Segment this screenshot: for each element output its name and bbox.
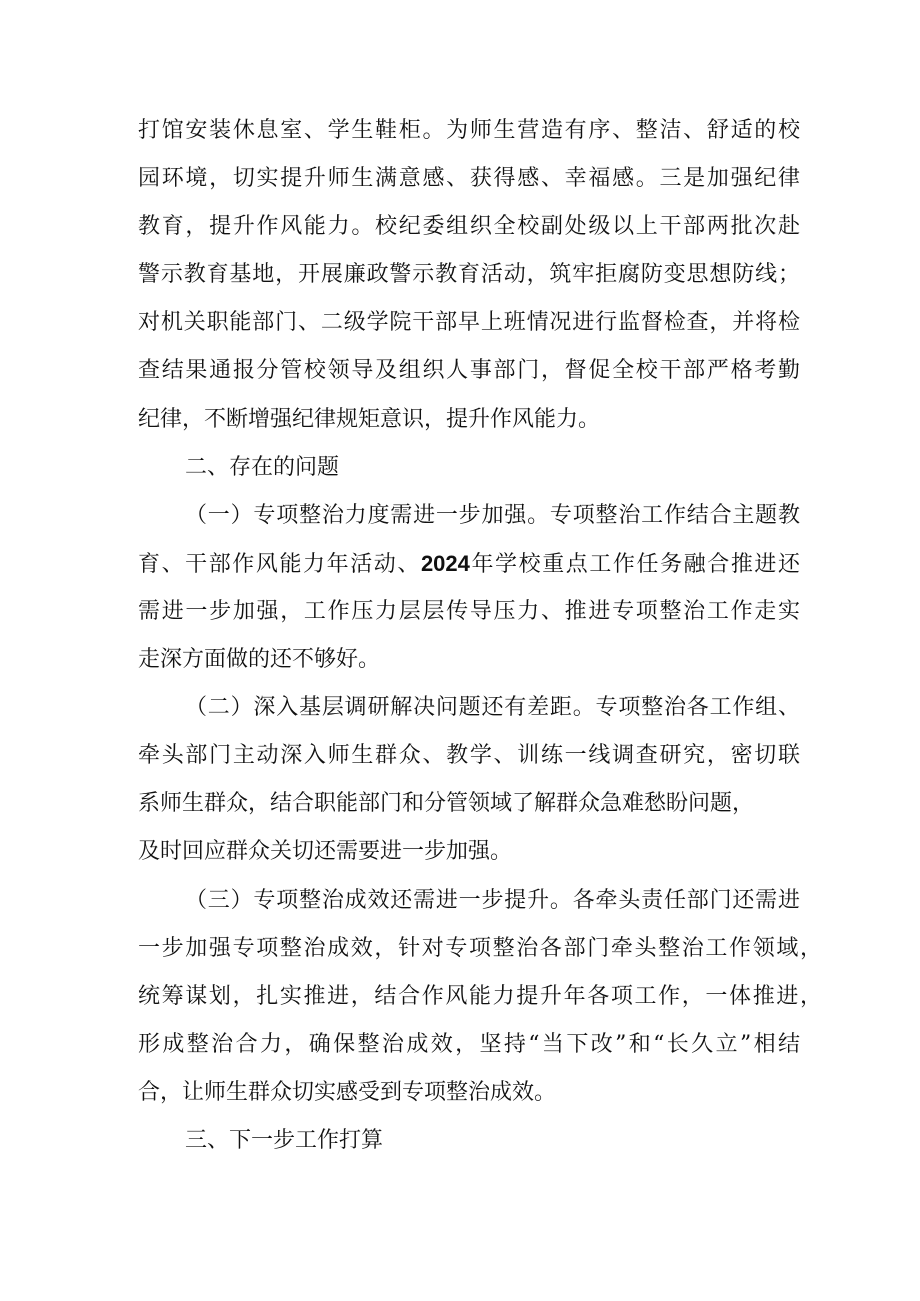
paragraph-line: 园环境，切实提升师生满意感、获得感、幸福感。三是加强纪律 <box>138 166 800 192</box>
paragraph-issue-1 <box>138 492 800 684</box>
section-heading-next-steps: 三、下一步工作打算 <box>185 1127 384 1153</box>
paragraph-line: 打馆安装休息室、学生鞋柜。为师生营造有序、整洁、舒适的校 <box>138 118 800 143</box>
paragraph-line: 纪律，不断增强纪律规矩意识，提升作风能力。 <box>138 406 601 432</box>
line-segment: 年学校重点工作任务融合推进还 <box>469 551 800 577</box>
paragraph-line: 警示教育基地，开展廉政警示教育活动，筑牢拒腐防变思想防线； <box>138 262 800 288</box>
paragraph-line <box>138 540 800 588</box>
line-segment: 育、干部作风能力年活动、 <box>138 551 421 577</box>
paragraph-issue-2 <box>138 684 800 876</box>
paragraph-line: 统筹谋划，扎实推进，结合作风能力提升年各项工作，一体推进， <box>138 983 822 1009</box>
year-number: 2024 <box>420 550 470 576</box>
paragraph-line: （二）深入基层调研解决问题还有差距。专项整治各工作组、 <box>185 695 800 721</box>
paragraph-line: 对机关职能部门、二级学院干部早上班情况进行监督检查，并将检 <box>138 310 800 336</box>
paragraph-continuation <box>138 107 800 444</box>
paragraph-line: 形成整治合力，确保整治成效，坚持“当下改”和“长久立”相结 <box>138 1031 800 1057</box>
paragraph-line: 走深方面做的还不够好。 <box>138 647 381 673</box>
paragraph-line: （三）专项整治成效还需进一步提升。各牵头责任部门还需进 <box>185 887 800 913</box>
paragraph-line: （一）专项整治力度需进一步加强。专项整治工作结合主题教 <box>185 502 800 528</box>
document-body <box>138 107 822 1165</box>
paragraph-issue-3 <box>138 877 822 1117</box>
paragraph-line: 教育，提升作风能力。校纪委组织全校副处级以上干部两批次赴 <box>138 214 800 240</box>
paragraph-line: 需进一步加强，工作压力层层传导压力、推进专项整治工作走实 <box>138 598 800 624</box>
section-heading-problems: 二、存在的问题 <box>185 454 340 480</box>
paragraph-line: 及时回应群众关切还需要进一步加强。 <box>138 839 513 865</box>
paragraph-line: 牵头部门主动深入师生群众、教学、训练一线调查研究，密切联 <box>138 743 800 769</box>
paragraph-line: 合，让师生群众切实感受到专项整治成效。 <box>138 1079 557 1105</box>
paragraph-line: 一步加强专项整治成效，针对专项整治各部门牵头整治工作领域， <box>138 935 822 961</box>
paragraph-line: 查结果通报分管校领导及组织人事部门，督促全校干部严格考勤 <box>138 358 800 384</box>
paragraph-line: 系师生群众，结合职能部门和分管领域了解群众急难愁盼问题， <box>138 791 755 817</box>
